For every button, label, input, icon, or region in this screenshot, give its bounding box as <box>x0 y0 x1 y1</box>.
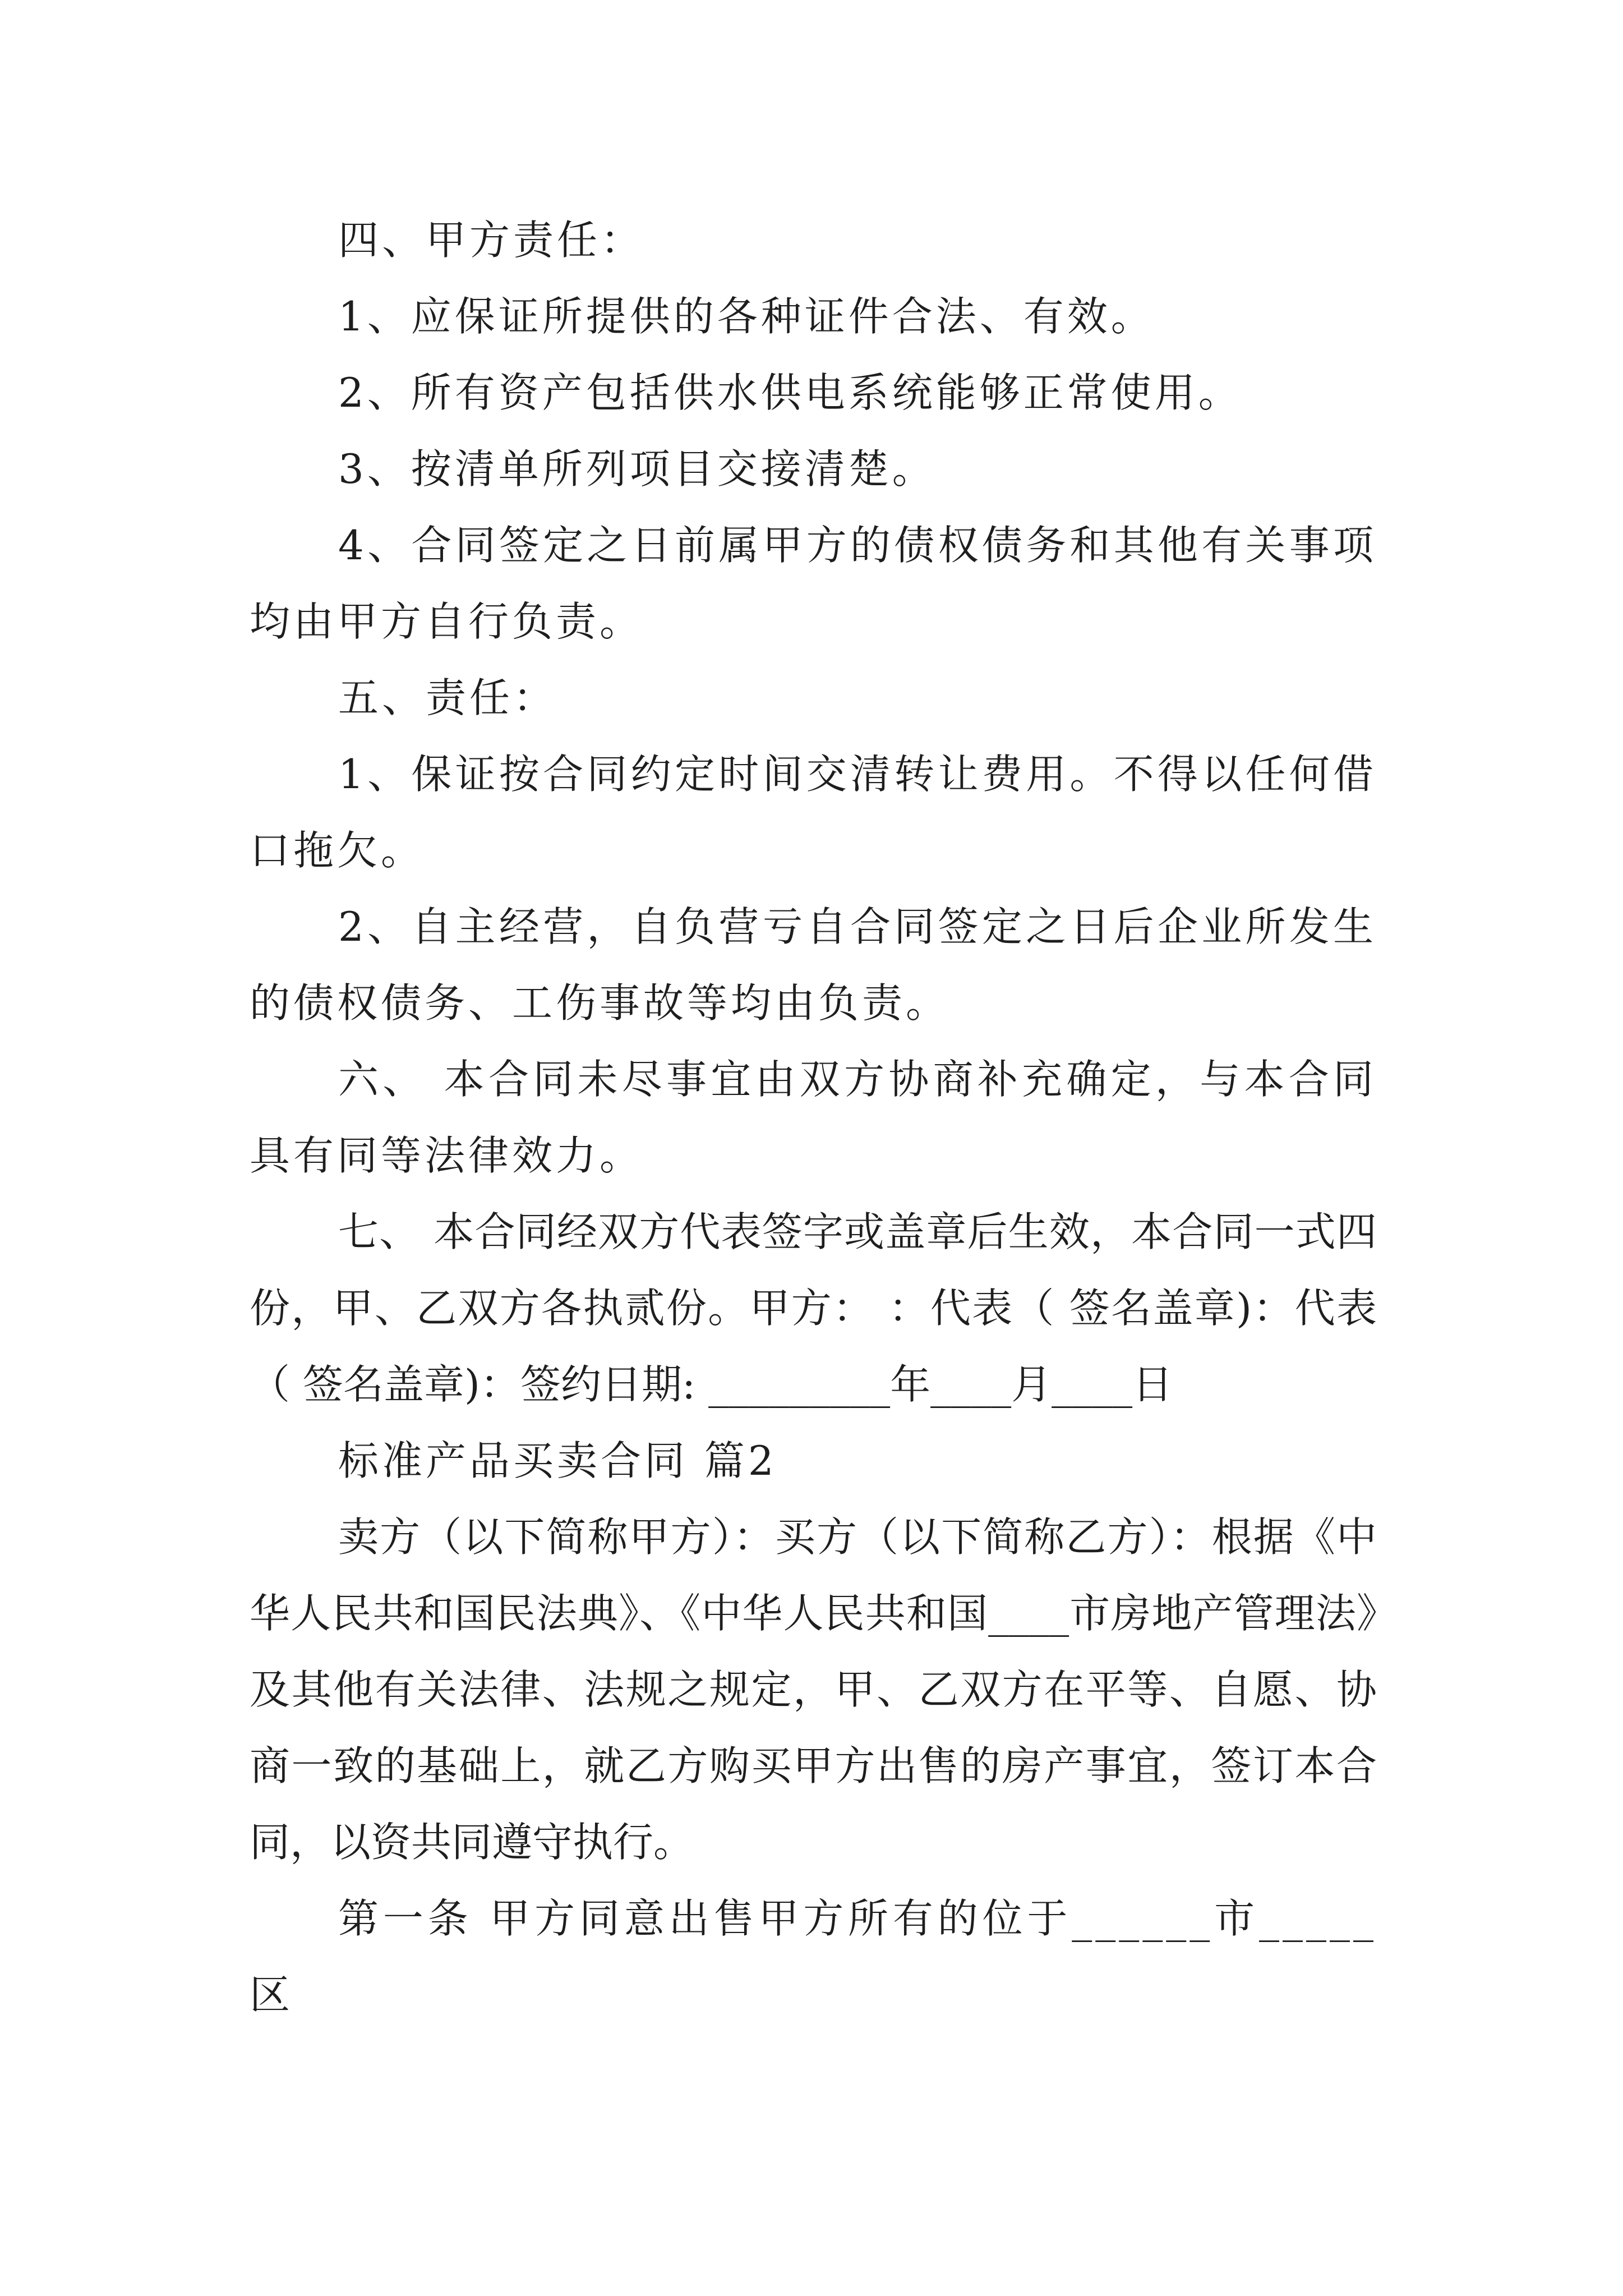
clause-paragraph: 4、合同签定之日前属甲方的债权债务和其他有关事项均由甲方自行负责。 <box>250 522 1377 645</box>
section-heading-duties: 五、责任： <box>338 674 557 721</box>
article-one-paragraph: 第一条 甲方同意出售甲方所有的位于______市_____区 <box>250 1895 1377 2018</box>
contract-title: 标准产品买卖合同 篇2 <box>338 1437 777 1484</box>
clause-paragraph: 六、 本合同未尽事宜由双方协商补充确定，与本合同具有同等法律效力。 <box>250 1056 1377 1179</box>
clause-paragraph: 3、按清单所列项目交接清楚。 <box>338 445 936 493</box>
section-heading-party-a-duties: 四、甲方责任： <box>338 217 645 264</box>
clause-paragraph: 1、保证按合同约定时间交清转让费用。不得以任何借口拖欠。 <box>250 751 1377 874</box>
clause-paragraph: 1、应保证所提供的各种证件合法、有效。 <box>338 293 1155 340</box>
clause-paragraph: 2、所有资产包括供水供电系统能够正常使用。 <box>338 369 1242 416</box>
document-body <box>250 202 1377 2033</box>
clause-paragraph: 2、自主经营，自负营亏自合同签定之日后企业所发生的债权债务、工伤事故等均由负责。 <box>250 903 1377 1027</box>
signature-clause-paragraph: 七、 本合同经双方代表签字或盖章后生效，本合同一式四份，甲、乙双方各执贰份。甲方： ：代表（ 签名盖章)：代表（ 签名盖章)：签约日期: _________年____月____日 <box>250 1208 1377 1408</box>
contract-preamble: 卖方（以下简称甲方）：买方（以下简称乙方）：根据《中华人民共和国民法典》、《中华人民共和国____市房地产管理法》及其他有关法律、法规之规定，甲、乙双方在平等、自愿、协商一致的基础上，就乙方购买甲方出售的房产事宜，签订本合同，以资共同遵守执行。 <box>250 1513 1377 1866</box>
